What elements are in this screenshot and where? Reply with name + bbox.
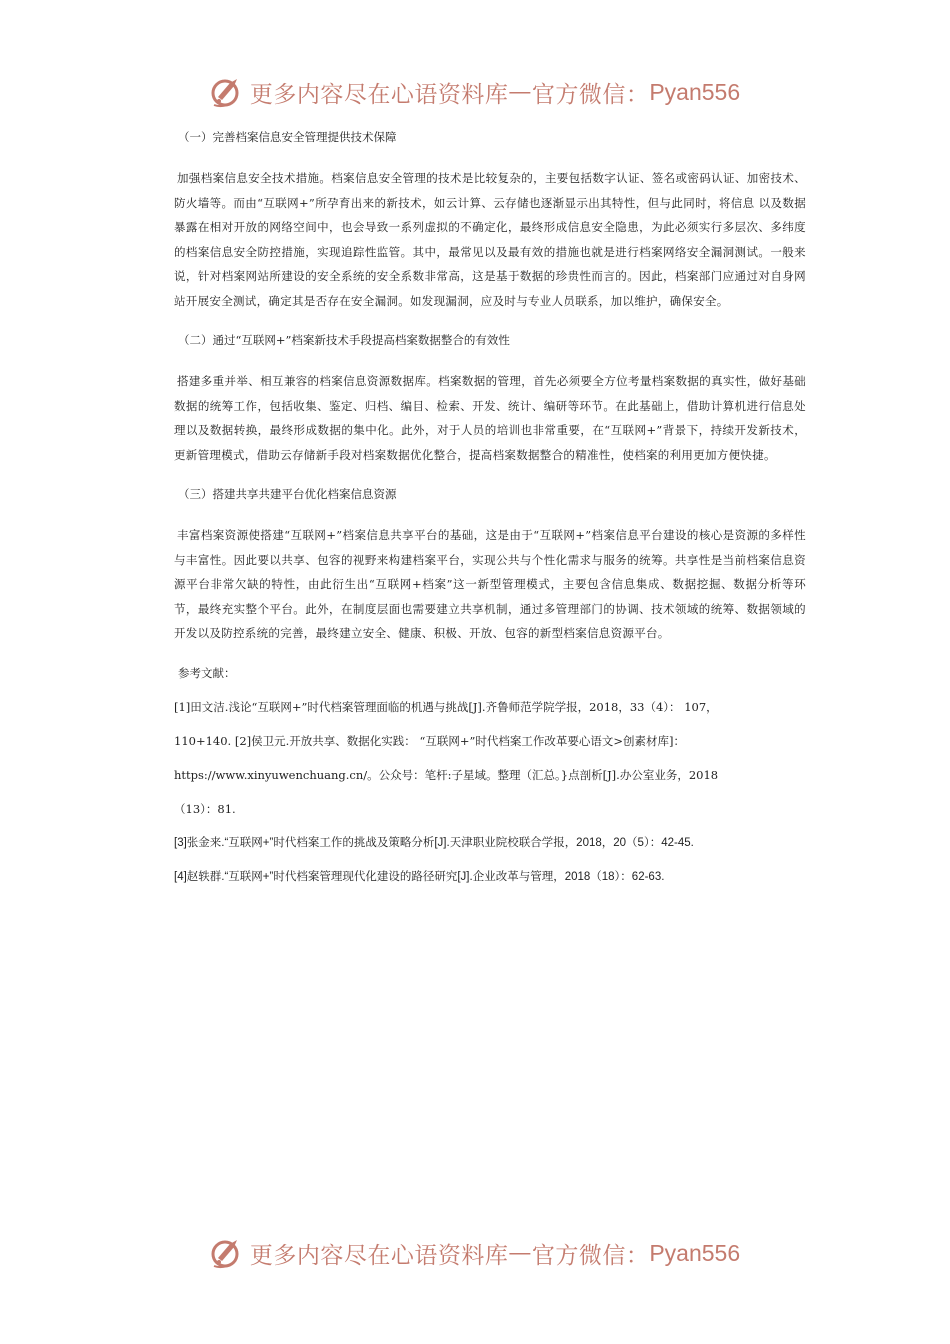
header-banner bbox=[0, 72, 950, 112]
reference-line: [1]田文洁.浅论“互联网+”时代档案管理面临的机遇与挑战[J].齐鲁师范学院学报，2018，33（4）： 107， bbox=[174, 699, 718, 714]
brand-logo-icon bbox=[210, 75, 244, 109]
section-2-heading: （二）通过“互联网+”档案新技术手段提高档案数据整合的有效性 bbox=[178, 333, 510, 347]
reference-line: [3]张金来.“互联网+”时代档案工作的挑战及策略分析[J].天津职业院校联合学报，2018，20（5）：42-45. bbox=[174, 836, 694, 849]
section-1-paragraph: 加强档案信息安全技术措施。档案信息安全管理的技术是比较复杂的，主要包括数字认证、签名或密码认证、加密技术、防火墙等。而由“互联网+”所孕育出来的新技术，如云计算、云存储也逐渐显示出其特性，但与此同时，将信息 以及数据暴露在相对开放的网络空间中，也会导致一系列虚拟的不确定化，最终形成信息安全隐患，为此必须实行多层次、多纬度的档案信息安全防控措施，实现追踪性监管。其中，最常见以及最有效的措施也就是进行档案网络安全漏洞测试。一般来说，针对档案网站所建设的安全系统的安全系数非常高，这是基于数据的珍贵性而言的。因此，档案部门应通过对自身网站开展安全测试，确定其是否存在安全漏洞。如发现漏洞，应及时与专业人员联系，加以维护，确保安全。 bbox=[174, 171, 806, 308]
reference-line: [4]赵轶群.“互联网+”时代档案管理现代化建设的路径研究[J].企业改革与管理，2018（18）：62-63. bbox=[174, 870, 665, 883]
banner-title: 更多内容尽在心语资料库 bbox=[249, 81, 509, 108]
banner-separator: — bbox=[508, 1240, 532, 1266]
banner-label: 官方微信： bbox=[531, 81, 650, 108]
reference-line: （13）：81. bbox=[174, 801, 236, 816]
reference-line: https://www.xinyuwenchuang.cn/。公众号：笔杆:子星域。整理（汇总。}点剖析[J].办公室业务，2018 bbox=[174, 767, 719, 782]
footer-banner bbox=[0, 1233, 950, 1273]
document-body bbox=[174, 128, 806, 902]
references-label: 参考文献： bbox=[178, 665, 236, 680]
section-3-paragraph: 丰富档案资源使搭建“互联网+”档案信息共享平台的基础，这是由于“互联网+”档案信息平台建设的核心是资源的多样性与丰富性。因此要以共享、包容的视野来构建档案平台，实现公共与个性化需求与服务的统筹。共享性是当前档案信息资源平台非常欠缺的特性，由此衍生出“互联网+档案”这一新型管理模式，主要包含信息集成、数据挖掘、数据分析等环节，最终充实整个平台。此外，在制度层面也需要建立共享机制，通过多管理部门的协调、技术领域的统筹、数据领域的开发以及防控系统的完善，最终建立安全、健康、积极、开放、包容的新型档案信息资源平台。 bbox=[174, 528, 806, 640]
banner-label: 官方微信： bbox=[531, 1242, 650, 1269]
section-2-paragraph: 搭建多重并举、相互兼容的档案信息资源数据库。档案数据的管理，首先必须要全方位考量档案数据的真实性，做好基础数据的统筹工作，包括收集、鉴定、归档、编目、检索、开发、统计、编研等环节。在此基础上，借助计算机进行信息处理以及数据转换，最终形成数据的集中化。此外，对于人员的培训也非常重要，在“互联网+”背景下，持续开发新技术，更新管理模式，借助云存储新手段对档案数据优化整合，提高档案数据整合的精准性，使档案的利用更加方便快捷。 bbox=[174, 374, 806, 462]
banner-title: 更多内容尽在心语资料库 bbox=[249, 1242, 509, 1269]
banner-wechat-id: Pyan556 bbox=[649, 1239, 741, 1266]
reference-line: 110+140. [2]侯卫元.开放共享、数据化实践： “互联网+”时代档案工作改革要心语文>创素材库]： bbox=[174, 733, 685, 748]
banner-separator: — bbox=[508, 79, 532, 105]
section-3-heading: （三）搭建共享共建平台优化档案信息资源 bbox=[178, 487, 397, 501]
banner-wechat-id: Pyan556 bbox=[649, 78, 741, 105]
brand-logo-icon bbox=[210, 1236, 244, 1270]
section-1-heading: （一）完善档案信息安全管理提供技术保障 bbox=[178, 130, 397, 144]
